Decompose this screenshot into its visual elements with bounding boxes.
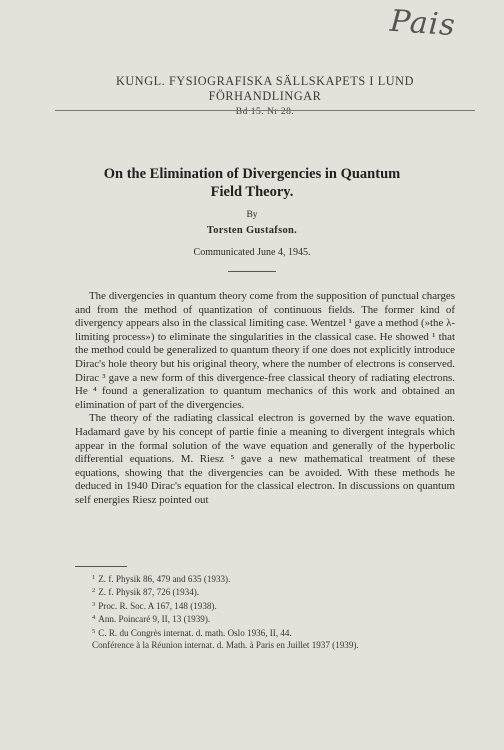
- title-line-1: On the Elimination of Divergencies in Quantum: [103, 166, 401, 182]
- journal-issue: Bd 15. Nr 28.: [235, 107, 295, 117]
- body-text: [75, 290, 455, 508]
- author-name: Torsten Gustafson.: [206, 225, 298, 236]
- footnote-continuation: Conférence à la Réunion internat. d. Math. à Paris en Juillet 1937 (1939).: [92, 640, 359, 651]
- footnote: $^1$ Z. f. Physik 86, 479 and 635 (1933).: [92, 574, 231, 584]
- communicated-date: Communicated June 4, 1945.: [193, 247, 311, 258]
- title-separator-rule: [228, 271, 276, 272]
- footnote: $^3$ Proc. R. Soc. A 167, 148 (1938).: [92, 600, 217, 611]
- by-label: By: [246, 210, 258, 220]
- paper-title: [40, 165, 464, 201]
- journal-name: KUNGL. FYSIOGRAFISKA SÄLLSKAPETS I LUND FÖRHANDLINGAR: [116, 74, 414, 103]
- header-rule: [55, 110, 475, 111]
- handwritten-annotation: Pais: [388, 3, 457, 44]
- paragraph-2: The theory of the radiating classical electron is governed by the wave equation. Hadamard gave by his concept of partie finie a meaning to divergent integrals which appear in the formal solution of the wave equation and generally of the hyperbolic differential equations. M. Riesz ⁵ gave a new mathematical treatment of these equations, showing that the divergencies can be avoided. With these methods he deduced in 1940 Dirac's equation for the classical electron. In discussions on quantum self energies Riesz pointed out: [75, 412, 455, 506]
- footnote-rule: [75, 566, 127, 567]
- footnote: $^4$ Ann. Poincaré 9, II, 13 (1939).: [92, 614, 211, 625]
- paragraph-1: The divergencies in quantum theory come from the supposition of punctual charges and from the method of quantization of continuous fields. The former kind of divergency appears also in the classical limiting case. Wentzel ¹ gave a method (»the λ-limiting process») to eliminate the singularities in the classical case. He showed ¹ that the method could be generalized to quantum theory if one does not explicitly introduce Dirac's hole theory but his original theory, where the number of electrons is conserved. Dirac ³ gave a new form of this divergence-free classical theory of radiating electrons. He ⁴ found a generalization to quantum mechanics of this work and obtained an elimination of part of the divergencies.: [75, 290, 455, 411]
- footnotes: [92, 572, 457, 651]
- footnote: $^2$ Z. f. Physik 87, 726 (1934).: [92, 587, 200, 598]
- footnote: $^5$ C. R. du Congrès internat. d. math. Oslo 1936, II, 44.: [92, 627, 292, 638]
- title-line-2: Field Theory.: [210, 184, 294, 200]
